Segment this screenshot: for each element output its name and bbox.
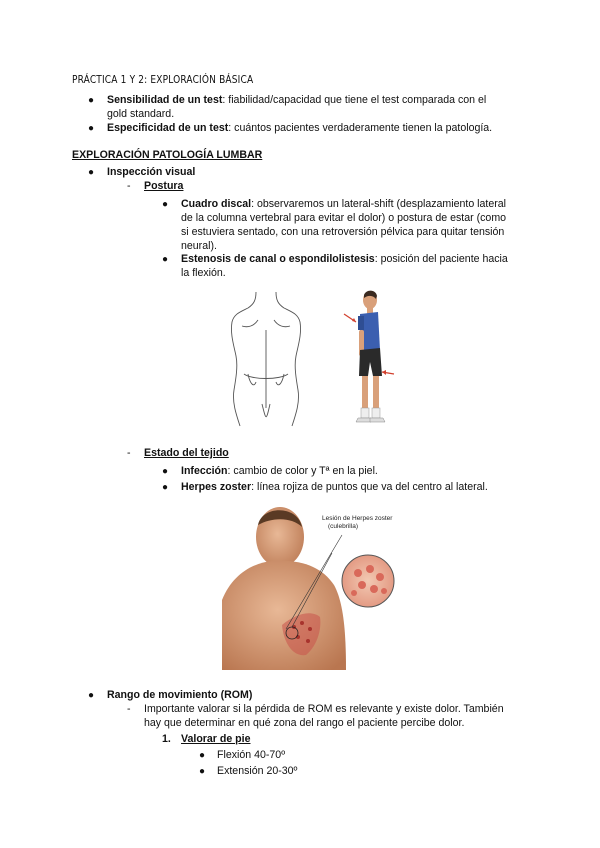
herpes-label-l2: (culebrilla)	[328, 523, 358, 530]
extension-item: Extensión 20-30º	[217, 765, 298, 777]
desc-infeccion: : cambio de color y Tª en la piel.	[227, 465, 378, 477]
bullet-dot: ●	[88, 95, 95, 106]
herpes-text	[181, 480, 541, 494]
flexion-item: Flexión 40-70º	[217, 749, 286, 761]
section-title: EXPLORACIÓN PATOLOGÍA LUMBAR	[72, 149, 263, 161]
valorar-number: 1.	[162, 733, 171, 745]
inspeccion-label: Inspección visual	[107, 166, 196, 178]
standing-man-figure	[340, 290, 400, 430]
cuadro-l1: : observaremos un lateral-shift (desplazamiento lateral	[251, 198, 507, 210]
infeccion-text	[181, 464, 531, 478]
estado-tejido-label: Estado del tejido	[144, 447, 229, 459]
cuadro-l4: neural).	[181, 240, 217, 252]
desc-herpes: : línea rojiza de puntos que va del centro al lateral.	[251, 481, 488, 493]
desc-especificidad: : cuántos pacientes verdaderamente tienen la patología.	[228, 122, 493, 134]
estenosis-text	[181, 252, 531, 280]
rom-desc-l1: Importante valorar si la pérdida de ROM es relevante y existe dolor. También	[144, 703, 504, 715]
bullet-dot: ●	[199, 750, 206, 761]
rom-label: Rango de movimiento (ROM)	[107, 689, 253, 701]
cuadro-l2: de la columna vertebral para evitar el dolor) o postura de estar (como	[181, 212, 507, 224]
herpes-zoster-figure	[222, 505, 402, 670]
bullet-dot: ●	[88, 167, 95, 178]
desc-sensibilidad-l1: : fiabilidad/capacidad que tiene el test comparada con el	[222, 94, 487, 106]
back-sketch-figure	[226, 290, 306, 430]
bullet-dot: ●	[88, 123, 95, 134]
dash: -	[127, 447, 131, 459]
postura-label: Postura	[144, 180, 184, 192]
term-especificidad: Especificidad de un test	[107, 122, 229, 134]
term-cuadro-discal: Cuadro discal	[181, 198, 252, 210]
herpes-figure-label	[322, 515, 392, 531]
cuadro-l3: si estuviera sentado, con una retroversión pélvica para quitar tensión	[181, 226, 505, 238]
bullet-dot: ●	[162, 466, 169, 477]
bullet-dot: ●	[162, 254, 169, 265]
intro-sensibilidad	[107, 93, 527, 121]
cuadro-discal-text	[181, 197, 531, 253]
dash: -	[127, 180, 131, 192]
estenosis-l1: : posición del paciente hacia	[374, 253, 508, 265]
valorar-label: Valorar de pie	[181, 733, 251, 745]
rom-description	[144, 702, 534, 730]
rom-desc-l2: hay que determinar en qué zona del rango el paciente percibe dolor.	[144, 717, 465, 729]
term-herpes: Herpes zoster	[181, 481, 252, 493]
term-sensibilidad: Sensibilidad de un test	[107, 94, 223, 106]
estenosis-l2: la flexión.	[181, 267, 226, 279]
desc-sensibilidad-l2: gold standard.	[107, 108, 175, 120]
bullet-dot: ●	[88, 690, 95, 701]
bullet-dot: ●	[162, 199, 169, 210]
term-infeccion: Infección	[181, 465, 228, 477]
bullet-dot: ●	[199, 766, 206, 777]
intro-especificidad	[107, 121, 537, 135]
term-estenosis: Estenosis de canal o espondilolistesis	[181, 253, 375, 265]
herpes-label-l1: Lesión de Herpes zoster	[322, 515, 393, 522]
page-header: PRÁCTICA 1 Y 2: EXPLORACIÓN BÁSICA	[72, 73, 254, 86]
bullet-dot: ●	[162, 482, 169, 493]
dash: -	[127, 703, 131, 715]
